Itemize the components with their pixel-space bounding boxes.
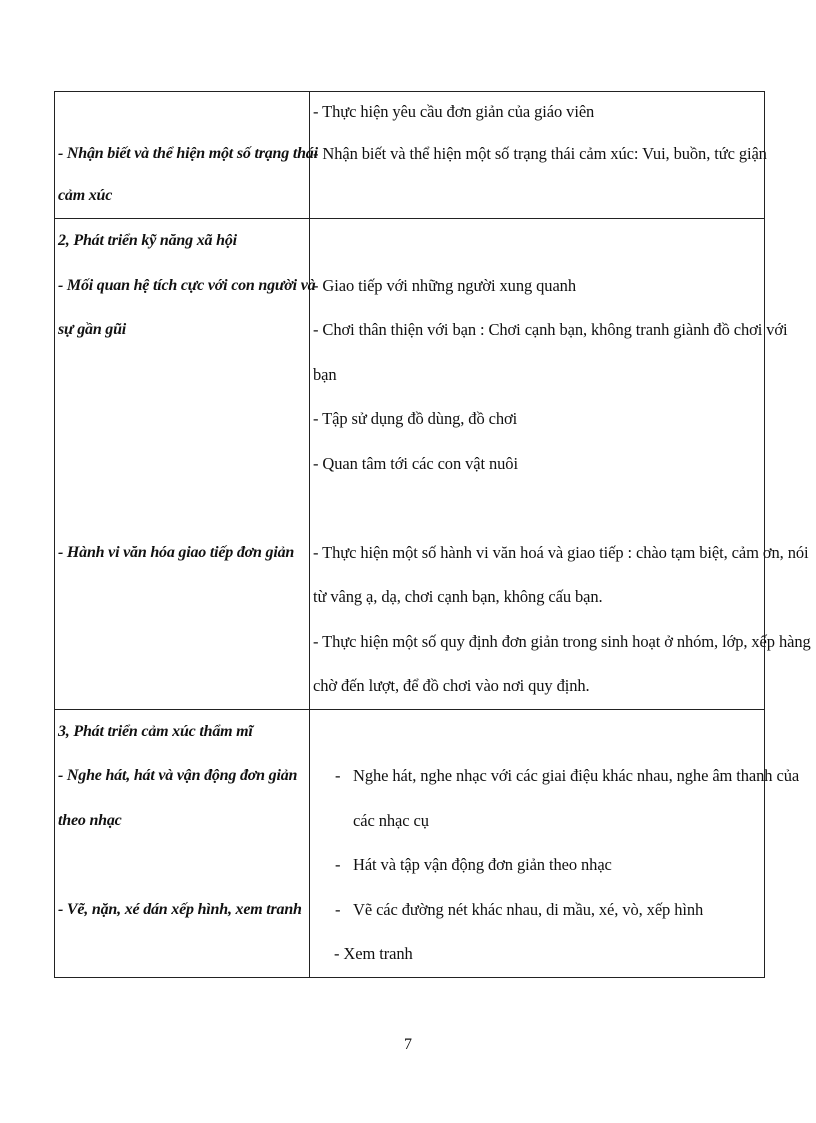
skill-line xyxy=(55,486,309,531)
content-line xyxy=(310,486,764,531)
content-line xyxy=(310,176,764,218)
content-line: - Thực hiện một số quy định đơn giản trong sinh hoạt ở nhóm, lớp, xếp hàng xyxy=(313,631,811,651)
skill-line: - Nhận biết và thể hiện một số trạng thái xyxy=(58,145,318,162)
skill-line: theo nhạc xyxy=(58,811,122,829)
bullet-continuation: các nhạc cụ xyxy=(353,810,429,830)
skill-line xyxy=(55,932,309,977)
skill-line xyxy=(55,353,309,398)
skill-line xyxy=(55,442,309,487)
skill-line: - Vẽ, nặn, xé dán xếp hình, xem tranh xyxy=(58,900,302,918)
content-line: - Thực hiện một số hành vi văn hoá và giao tiếp : chào tạm biệt, cảm ơn, nói xyxy=(313,542,809,562)
skill-cell xyxy=(55,219,316,710)
skill-line xyxy=(55,620,309,665)
bullet-marker: - xyxy=(335,766,341,785)
table-row xyxy=(55,219,765,710)
skill-line xyxy=(55,575,309,620)
skill-line: - Mối quan hệ tích cực với con người và xyxy=(58,276,316,294)
skill-line: cảm xúc xyxy=(58,187,113,204)
bullet-text: Hát và tập vận động đơn giản theo nhạc xyxy=(353,855,612,874)
content-line: chờ đến lượt, để đồ chơi vào nơi quy định. xyxy=(313,676,590,695)
content-line: - Chơi thân thiện với bạn : Chơi cạnh bạn, không tranh giành đồ chơi với xyxy=(313,320,788,339)
bullet-marker: - xyxy=(335,855,341,874)
skill-line xyxy=(55,664,309,709)
table-row xyxy=(55,709,765,977)
bullet-text: Vẽ các đường nét khác nhau, di mầu, xé, vò, xếp hình xyxy=(353,899,704,919)
skill-line xyxy=(55,843,309,888)
skill-cell xyxy=(55,709,310,977)
content-cell xyxy=(310,709,800,977)
skill-line: - Hành vi văn hóa giao tiếp đơn giản xyxy=(58,543,295,561)
bullet-text: Nghe hát, nghe nhạc với các giai điệu khác nhau, nghe âm thanh của xyxy=(353,766,800,785)
bullet-item xyxy=(310,888,764,933)
table-row xyxy=(55,92,765,219)
bullet-item xyxy=(310,754,800,799)
skill-line xyxy=(55,397,309,442)
content-cell xyxy=(310,219,811,710)
content-line: từ vâng ạ, dạ, chơi cạnh bạn, không cấu bạn. xyxy=(313,587,603,606)
content-line: - Thực hiện yêu cầu đơn giản của giáo viên xyxy=(313,102,595,121)
skill-line xyxy=(55,92,309,134)
content-line: bạn xyxy=(313,364,337,384)
bullet-marker: - xyxy=(335,899,341,919)
content-line: - Giao tiếp với những người xung quanh xyxy=(313,275,576,295)
page-number: 7 xyxy=(404,1036,412,1053)
content-cell xyxy=(310,92,765,219)
section-heading: 2, Phát triển kỹ năng xã hội xyxy=(58,232,237,249)
skill-line: - Nghe hát, hát và vận động đơn giản xyxy=(58,767,298,784)
skill-cell xyxy=(55,92,318,219)
skill-line: sự gần gũi xyxy=(58,321,127,338)
content-line: - Nhận biết và thể hiện một số trạng thái cảm xúc: Vui, buồn, tức giận xyxy=(313,144,767,163)
content-line: - Tập sử dụng đồ dùng, đồ chơi xyxy=(313,409,518,428)
content-line xyxy=(310,219,764,264)
bullet-item xyxy=(310,843,764,888)
content-line: - Xem tranh xyxy=(334,944,413,963)
section-heading: 3, Phát triển cảm xúc thẩm mĩ xyxy=(58,722,253,740)
content-table xyxy=(54,91,811,978)
content-line: - Quan tâm tới các con vật nuôi xyxy=(313,453,518,473)
content-line xyxy=(310,710,764,755)
